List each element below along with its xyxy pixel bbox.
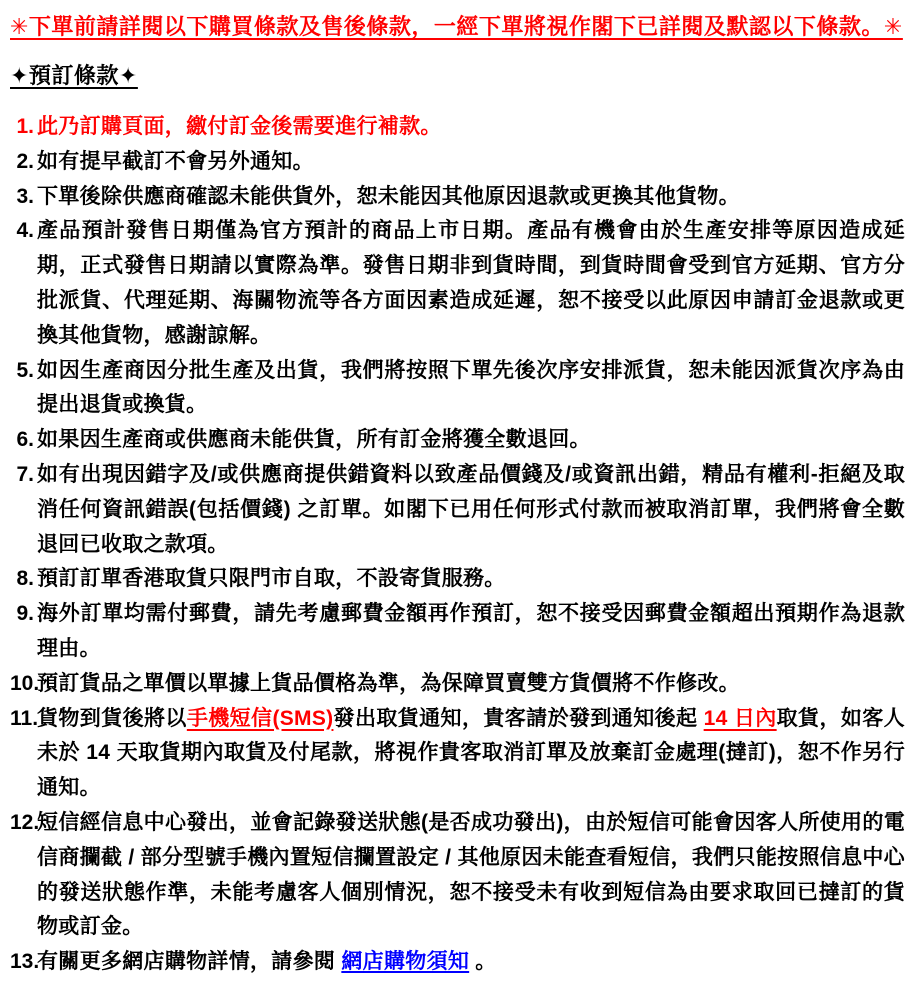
term-number: 1. [16, 115, 34, 138]
term-number: 3. [16, 184, 34, 208]
term-number: 10. [10, 671, 40, 695]
term-item [10, 423, 905, 458]
shop-guide-link[interactable]: 網店購物須知 [341, 950, 470, 974]
term-item [10, 458, 905, 562]
term-text: 短信經信息中心發出，並會記錄發送狀態(是否成功發出)，由於短信可能會因客人所使用的電信商攔截 / 部分型號手機內置短信攔置設定 / 其他原因未能查看短信，我們只能按照信息中心的發送狀態作準，未能考慮客人個別情況，恕不接受未有收到短信為由要求取回已撻訂的貨物或訂金。 [37, 810, 905, 939]
term-item [10, 145, 905, 180]
term-text: 貨物到貨後將以 [37, 706, 187, 730]
term-text: 有關更多網店購物詳情，請參閱 [37, 950, 342, 974]
term-number: 2. [16, 149, 34, 173]
term-number: 8. [16, 567, 34, 591]
term-item [10, 597, 905, 667]
red-highlight-text: 14 日內 [703, 706, 777, 730]
term-number: 13. [10, 950, 40, 974]
term-text: 取貨，如客人未於 14 天取貨期內取貨及付尾款，將視作貴客取消訂單及放棄訂金處理(撻訂)，恕不作另行通知。 [37, 706, 905, 800]
term-text: 如果因生產商或供應商未能供貨，所有訂金將獲全數退回。 [37, 428, 591, 452]
term-number: 4. [16, 219, 34, 243]
term-text: 如有出現因錯字及/或供應商提供錯資料以致產品價錢及/或資訊出錯，精品有權利-拒絕及取消任何資訊錯誤(包括價錢) 之訂單。如閣下已用任何形式付款而被取消訂單，我們將會全數退回已收取之款項。 [37, 462, 905, 556]
term-text: 此乃訂購頁面，繳付訂金後需要進行補款。 [37, 115, 442, 138]
term-number: 7. [16, 462, 34, 486]
red-highlight-text: 手機短信(SMS) [186, 706, 334, 730]
term-number: 12. [10, 810, 40, 834]
term-text: 產品預計發售日期僅為官方預計的商品上市日期。產品有機會由於生產安排等原因造成延期，正式發售日期請以實際為準。發售日期非到貨時間，到貨時間會受到官方延期、官方分批派貨、代理延期、海關物流等各方面因素造成延遲，恕不接受以此原因申請訂金退款或更換其他貨物，感謝諒解。 [37, 219, 905, 347]
preorder-terms-title: ✦預訂條款✦ [10, 63, 138, 88]
term-text: 下單後除供應商確認未能供貨外，恕未能因其他原因退款或更換其他貨物。 [37, 184, 740, 208]
term-item [10, 180, 905, 215]
term-item [10, 354, 905, 424]
term-number: 6. [16, 428, 34, 452]
term-item [10, 214, 905, 353]
term-text: 預訂訂單香港取貨只限門市自取，不設寄貨服務。 [37, 567, 506, 591]
term-number: 11. [10, 706, 39, 730]
term-number: 5. [16, 358, 34, 382]
term-text: 如有提早截訂不會另外通知。 [37, 149, 314, 173]
term-item [10, 702, 905, 806]
term-text: 發出取貨通知，貴客請於發到通知後起 [333, 706, 704, 730]
purchase-warning-header: ✳下單前請詳閱以下購買條款及售後條款，一經下單將視作閣下已詳閱及默認以下條款。✳ [10, 14, 903, 39]
term-text: 預訂貨品之單價以單據上貨品價格為準，為保障買賣雙方貨價將不作修改。 [37, 671, 740, 695]
terms-list [10, 110, 905, 980]
term-text: 。 [469, 950, 497, 974]
term-item [10, 110, 905, 145]
term-text: 如因生產商因分批生產及出貨，我們將按照下單先後次序安排派貨，恕未能因派貨次序為由提出退貨或換貨。 [37, 358, 905, 417]
term-item [10, 667, 905, 702]
term-item [10, 562, 905, 597]
term-item [10, 806, 905, 945]
term-text: 海外訂單均需付郵費，請先考慮郵費金額再作預訂，恕不接受因郵費金額超出預期作為退款理由。 [37, 602, 905, 660]
term-item [10, 945, 905, 980]
term-number: 9. [16, 602, 34, 626]
